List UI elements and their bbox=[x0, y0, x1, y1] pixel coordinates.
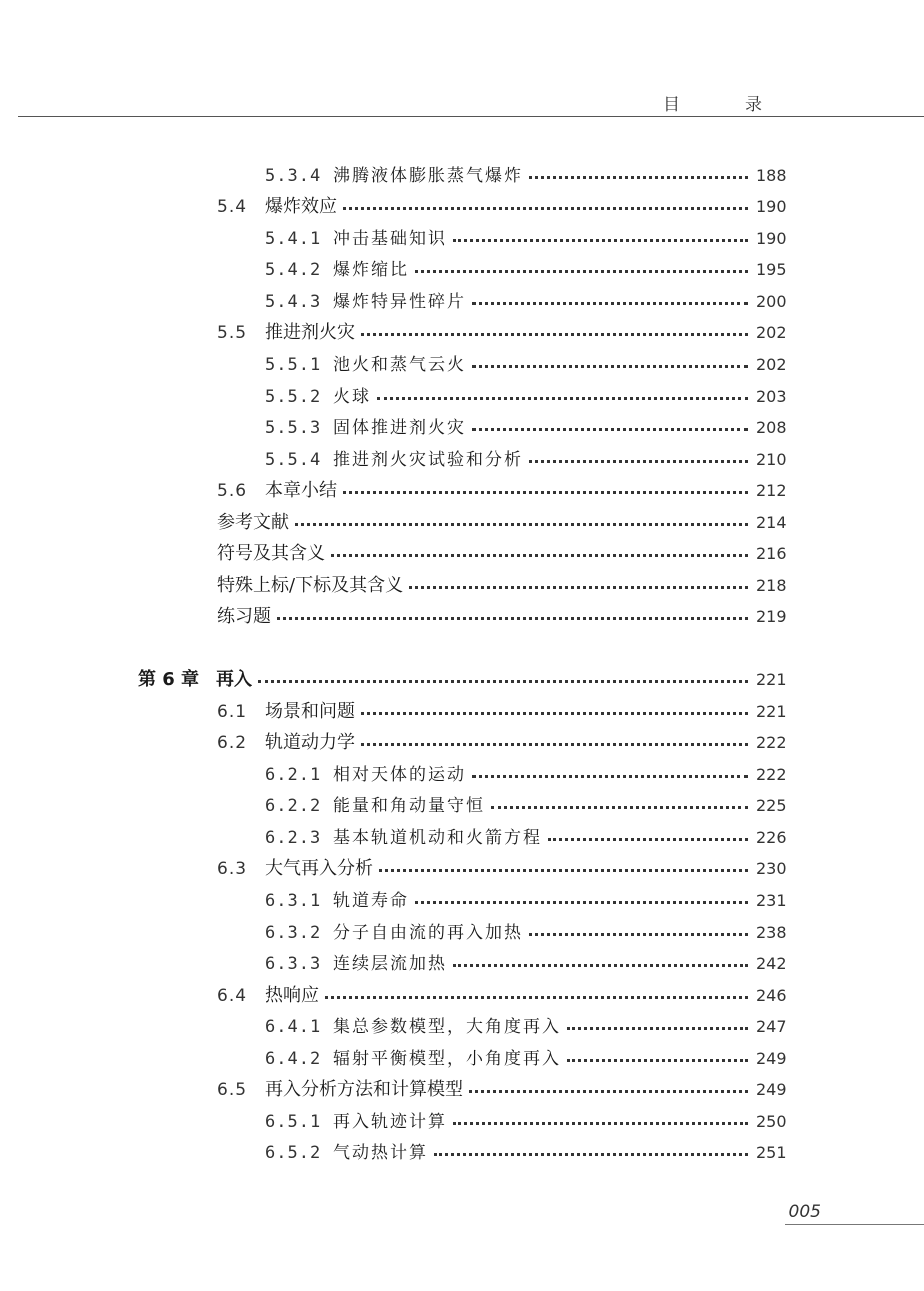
toc-entry bbox=[265, 446, 786, 474]
toc-entry-title: 火球 bbox=[333, 387, 371, 407]
page-number: 005 bbox=[788, 1202, 821, 1222]
toc-entry-page: 208 bbox=[756, 418, 787, 437]
toc-entry bbox=[265, 225, 786, 253]
toc-entry bbox=[265, 1013, 786, 1041]
toc-entry-page: 221 bbox=[756, 702, 787, 721]
toc-entry-page: 226 bbox=[756, 828, 787, 847]
toc-entry-number: 6.4 bbox=[217, 986, 248, 1006]
dot-leader bbox=[453, 964, 748, 967]
toc-entry bbox=[217, 509, 786, 537]
dot-leader bbox=[325, 996, 748, 999]
toc-entry-number: 6.2.2 bbox=[265, 796, 322, 816]
toc-entry-title: 集总参数模型，大角度再入 bbox=[333, 1017, 561, 1037]
toc-entry-number: 6.3 bbox=[217, 859, 248, 879]
toc-entry-number: 6.2.3 bbox=[265, 828, 322, 848]
toc-entry-page: 188 bbox=[756, 166, 787, 185]
toc-entry-page: 218 bbox=[756, 576, 787, 595]
toc-entry-page: 230 bbox=[756, 859, 787, 878]
header-rule bbox=[18, 116, 924, 117]
toc-entry bbox=[265, 824, 786, 852]
toc-entry-page: 247 bbox=[756, 1017, 787, 1036]
toc-entry-number: 5.3.4 bbox=[265, 166, 322, 186]
toc-entry-number: 6.3.3 bbox=[265, 954, 322, 974]
toc-entry-page: 202 bbox=[756, 355, 787, 374]
toc-entry-title: 分子自由流的再入加热 bbox=[333, 923, 523, 943]
toc-entry bbox=[217, 855, 786, 883]
footer-rule bbox=[785, 1224, 924, 1225]
dot-leader bbox=[409, 586, 748, 589]
toc-entry-title: 推进剂火灾试验和分析 bbox=[333, 450, 523, 470]
toc-entry-page: 251 bbox=[756, 1143, 787, 1162]
toc-entry-title: 再入 bbox=[216, 669, 252, 690]
toc-entry-number: 5.4.2 bbox=[265, 260, 322, 280]
toc-entry-page: 249 bbox=[756, 1080, 787, 1099]
toc-entry bbox=[265, 887, 786, 915]
toc-entry bbox=[265, 919, 786, 947]
toc-entry-number: 5.5 bbox=[217, 323, 248, 343]
toc-entry-page: 225 bbox=[756, 796, 787, 815]
dot-leader bbox=[361, 743, 748, 746]
toc-entry bbox=[217, 1076, 786, 1104]
toc-entry-page: 216 bbox=[756, 544, 787, 563]
toc-entry-number: 6.5 bbox=[217, 1080, 248, 1100]
toc-entry-number: 6.4.2 bbox=[265, 1049, 322, 1069]
toc-entry-number: 6.1 bbox=[217, 702, 248, 722]
toc-entry-page: 190 bbox=[756, 197, 787, 216]
dot-leader bbox=[277, 617, 748, 620]
toc-entry-number: 第 6 章 bbox=[138, 669, 200, 690]
dot-leader bbox=[343, 491, 748, 494]
dot-leader bbox=[529, 933, 748, 936]
toc-entry-page: 249 bbox=[756, 1049, 787, 1068]
toc-entry-title: 爆炸缩比 bbox=[333, 260, 409, 280]
toc-entry-title: 场景和问题 bbox=[265, 701, 355, 722]
toc-entry-number: 5.4 bbox=[217, 197, 248, 217]
toc-entry-title: 辐射平衡模型，小角度再入 bbox=[333, 1049, 561, 1069]
toc-entry-page: 203 bbox=[756, 387, 787, 406]
toc-entry-page: 242 bbox=[756, 954, 787, 973]
toc-entry-page: 238 bbox=[756, 923, 787, 942]
toc-entry-title: 再入分析方法和计算模型 bbox=[265, 1079, 463, 1100]
dot-leader bbox=[469, 1090, 748, 1093]
toc-entry-title: 基本轨道机动和火箭方程 bbox=[333, 828, 542, 848]
dot-leader bbox=[548, 838, 748, 841]
dot-leader bbox=[472, 428, 748, 431]
toc-entry bbox=[265, 1139, 786, 1167]
dot-leader bbox=[472, 365, 748, 368]
toc-entry bbox=[138, 666, 786, 694]
toc-entry bbox=[265, 162, 786, 190]
toc-entry bbox=[265, 792, 786, 820]
dot-leader bbox=[331, 554, 748, 557]
toc-entry bbox=[265, 761, 786, 789]
toc-entry-number: 6.5.2 bbox=[265, 1143, 322, 1163]
dot-leader bbox=[295, 523, 748, 526]
toc-entry bbox=[265, 414, 786, 442]
toc-entry-title: 热响应 bbox=[265, 985, 319, 1006]
toc-entry-title: 轨道动力学 bbox=[265, 732, 355, 753]
toc-entry-title: 练习题 bbox=[217, 606, 271, 627]
toc-entry-title: 参考文献 bbox=[217, 512, 289, 533]
toc-entry-number: 6.3.1 bbox=[265, 891, 322, 911]
dot-leader bbox=[567, 1027, 748, 1030]
toc-entry bbox=[217, 193, 786, 221]
toc-entry bbox=[265, 256, 786, 284]
toc-entry bbox=[265, 383, 786, 411]
toc-entry-title: 连续层流加热 bbox=[333, 954, 447, 974]
toc-entry bbox=[217, 319, 786, 347]
toc-entry bbox=[217, 698, 786, 726]
toc-entry-page: 250 bbox=[756, 1112, 787, 1131]
dot-leader bbox=[472, 775, 748, 778]
dot-leader bbox=[361, 333, 748, 336]
toc-entry bbox=[217, 572, 786, 600]
dot-leader bbox=[361, 712, 748, 715]
dot-leader bbox=[415, 901, 748, 904]
toc-entry-title: 大气再入分析 bbox=[265, 858, 373, 879]
toc-entry-page: 221 bbox=[756, 670, 787, 689]
toc-entry-number: 5.4.1 bbox=[265, 229, 322, 249]
toc-entry-page: 190 bbox=[756, 229, 787, 248]
toc-entry-page: 200 bbox=[756, 292, 787, 311]
toc-entry-page: 202 bbox=[756, 323, 787, 342]
dot-leader bbox=[258, 680, 748, 683]
toc-entry-number: 6.4.1 bbox=[265, 1017, 322, 1037]
toc-entry-number: 6.2.1 bbox=[265, 765, 322, 785]
toc-entry bbox=[265, 351, 786, 379]
dot-leader bbox=[453, 239, 748, 242]
toc-entry-title: 冲击基础知识 bbox=[333, 229, 447, 249]
toc-entry bbox=[265, 950, 786, 978]
toc-entry-title: 推进剂火灾 bbox=[265, 322, 355, 343]
dot-leader bbox=[415, 270, 748, 273]
dot-leader bbox=[529, 460, 748, 463]
toc-entry-page: 214 bbox=[756, 513, 787, 532]
dot-leader bbox=[377, 397, 748, 400]
toc-entry-title: 本章小结 bbox=[265, 480, 337, 501]
toc-entry bbox=[217, 540, 786, 568]
toc-entry-title: 池火和蒸气云火 bbox=[333, 355, 466, 375]
toc-entry-number: 6.2 bbox=[217, 733, 248, 753]
dot-leader bbox=[434, 1153, 748, 1156]
toc-entry-number: 5.5.1 bbox=[265, 355, 322, 375]
toc-entry-page: 212 bbox=[756, 481, 787, 500]
dot-leader bbox=[529, 176, 748, 179]
toc-entry-title: 轨道寿命 bbox=[333, 891, 409, 911]
dot-leader bbox=[379, 869, 748, 872]
toc-entry-page: 222 bbox=[756, 765, 787, 784]
toc-entry-title: 爆炸特异性碎片 bbox=[333, 292, 466, 312]
toc-entry-title: 相对天体的运动 bbox=[333, 765, 466, 785]
toc-entry-title: 气动热计算 bbox=[333, 1143, 428, 1163]
dot-leader bbox=[453, 1122, 748, 1125]
toc-entry bbox=[217, 477, 786, 505]
toc-entry-page: 219 bbox=[756, 607, 787, 626]
toc-entry-number: 6.3.2 bbox=[265, 923, 322, 943]
toc-entry-number: 5.5.4 bbox=[265, 450, 322, 470]
toc-entry-title: 符号及其含义 bbox=[217, 543, 325, 564]
toc-entry-number: 5.5.2 bbox=[265, 387, 322, 407]
toc-entry-title: 沸腾液体膨胀蒸气爆炸 bbox=[333, 166, 523, 186]
toc-entry bbox=[265, 288, 786, 316]
toc-entry-number: 5.6 bbox=[217, 481, 248, 501]
toc-entry-page: 210 bbox=[756, 450, 787, 469]
toc-entry bbox=[217, 982, 786, 1010]
dot-leader bbox=[343, 207, 748, 210]
dot-leader bbox=[472, 302, 748, 305]
toc-entry bbox=[217, 729, 786, 757]
toc-entry-number: 6.5.1 bbox=[265, 1112, 322, 1132]
toc-entry-title: 特殊上标/下标及其含义 bbox=[217, 575, 404, 596]
running-header-title: 目 录 bbox=[663, 95, 786, 115]
toc-entry bbox=[217, 603, 786, 631]
toc-entry-number: 5.4.3 bbox=[265, 292, 322, 312]
toc-entry-title: 爆炸效应 bbox=[265, 196, 337, 217]
toc-entry-page: 231 bbox=[756, 891, 787, 910]
dot-leader bbox=[491, 806, 748, 809]
toc-entry-title: 再入轨迹计算 bbox=[333, 1112, 447, 1132]
toc-entry-page: 246 bbox=[756, 986, 787, 1005]
dot-leader bbox=[567, 1059, 748, 1062]
toc-entry-page: 195 bbox=[756, 260, 787, 279]
toc-entry-title: 固体推进剂火灾 bbox=[333, 418, 466, 438]
toc-entry-page: 222 bbox=[756, 733, 787, 752]
toc-entry bbox=[265, 1045, 786, 1073]
toc-entry-title: 能量和角动量守恒 bbox=[333, 796, 485, 816]
toc-entry bbox=[265, 1108, 786, 1136]
toc-entry-number: 5.5.3 bbox=[265, 418, 322, 438]
